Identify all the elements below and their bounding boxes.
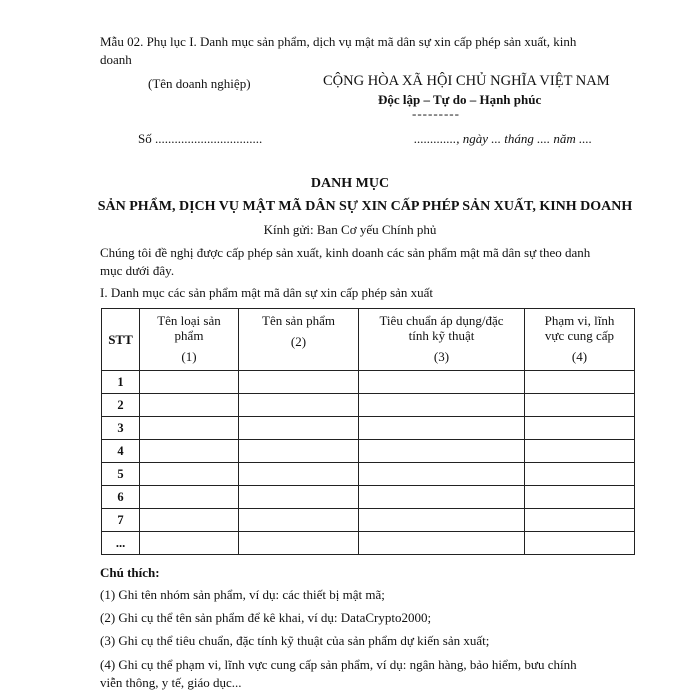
intro-paragraph-line: mục dưới đây. [100,263,175,278]
table-cell [525,417,635,440]
table-cell [525,463,635,486]
table-cell [140,532,239,555]
table-row [102,440,635,463]
row-index: 2 [102,394,140,417]
row-index: 7 [102,509,140,532]
table-cell [525,394,635,417]
table-cell [359,440,525,463]
organization-name-label: (Tên doanh nghiệp) [148,76,251,91]
table-row [102,371,635,394]
table-cell [239,486,359,509]
table-header-row [102,309,635,371]
table-cell [525,509,635,532]
row-index: 6 [102,486,140,509]
note-item-continued: viễn thông, y tế, giáo dục... [100,675,242,690]
header-label-line: Tiêu chuẩn áp dụng/đặc [379,313,504,328]
table-cell [140,486,239,509]
table-row [102,463,635,486]
header-standards [359,309,525,371]
note-item: (1) Ghi tên nhóm sản phẩm, ví dụ: các thiết bị mật mã; [100,587,385,602]
addressee-line: Kính gửi: Ban Cơ yếu Chính phủ [263,222,437,237]
header-label-line: phẩm [174,328,204,343]
table-cell [359,463,525,486]
date-field: ............., ngày ... tháng .... năm .... [414,131,593,146]
row-index: 5 [102,463,140,486]
table-cell [239,463,359,486]
note-item: (2) Ghi cụ thể tên sản phẩm để kê khai, ví dụ: DataCrypto2000; [100,610,432,625]
row-index: ... [102,532,140,555]
table-cell [359,532,525,555]
table-cell [140,463,239,486]
document-title: DANH MỤC [310,176,390,191]
header-product-type [140,309,239,371]
header-scope [525,309,635,371]
form-reference-line: Mẫu 02. Phụ lục I. Danh mục sản phẩm, dịch vụ mật mã dân sự xin cấp phép sản xuất, kinh [100,34,577,49]
national-title: CỘNG HÒA XÃ HỘI CHỦ NGHĨA VIỆT NAM [323,73,610,89]
table-cell [239,371,359,394]
table-cell [525,532,635,555]
table-cell [239,509,359,532]
section-heading: I. Danh mục các sản phẩm mật mã dân sự xin cấp phép sản xuất [100,285,434,300]
document-number-field: Số ................................. [138,131,263,146]
notes-heading: Chú thích: [100,565,160,580]
table-cell [359,509,525,532]
header-label-line: Tên loại sản [157,313,221,328]
table-cell [140,371,239,394]
table-cell [359,417,525,440]
table-row [102,532,635,555]
form-reference-line-continued: doanh [100,52,132,67]
table-cell [525,486,635,509]
row-index: 4 [102,440,140,463]
header-label-line: tính kỹ thuật [408,328,475,343]
header-number: (1) [181,349,197,364]
table-cell [239,440,359,463]
header-label-line: Tên sản phẩm [262,313,335,328]
table-cell [140,417,239,440]
document-subtitle: SẢN PHẨM, DỊCH VỤ MẬT MÃ DÂN SỰ XIN CẤP PHÉP SẢN XUẤT, KINH DOANH [97,199,633,214]
product-list-table [101,308,635,555]
table-cell [239,417,359,440]
table-row [102,509,635,532]
national-motto: Độc lập – Tự do – Hạnh phúc [378,92,542,107]
row-index: 1 [102,371,140,394]
header-label-line: Phạm vi, lĩnh [544,313,615,328]
intro-paragraph-line: Chúng tôi đề nghị được cấp phép sản xuất, kinh doanh các sản phẩm mật mã dân sự theo danh [100,245,591,260]
table-cell [239,532,359,555]
table-cell [359,394,525,417]
table-row [102,486,635,509]
table-cell [525,440,635,463]
table-cell [140,509,239,532]
row-index: 3 [102,417,140,440]
header-stt [102,309,140,371]
table-cell [359,486,525,509]
table-cell [525,371,635,394]
table-cell [140,394,239,417]
table-cell [359,371,525,394]
table-row [102,394,635,417]
note-item: (3) Ghi cụ thể tiêu chuẩn, đặc tính kỹ thuật của sản phẩm dự kiến sản xuất; [100,633,490,648]
header-label-line: vực cung cấp [544,328,615,343]
header-stt-label: STT [108,331,133,347]
header-number: (3) [433,349,450,364]
note-item: (4) Ghi cụ thể phạm vi, lĩnh vực cung cấp sản phẩm, ví dụ: ngân hàng, bảo hiểm, bưu chính [100,657,577,672]
header-number: (2) [290,334,307,349]
table-cell [239,394,359,417]
header-number: (4) [571,349,588,364]
table-cell [140,440,239,463]
table-row [102,417,635,440]
header-product-name [239,309,359,371]
motto-underline: --------- [412,106,460,121]
